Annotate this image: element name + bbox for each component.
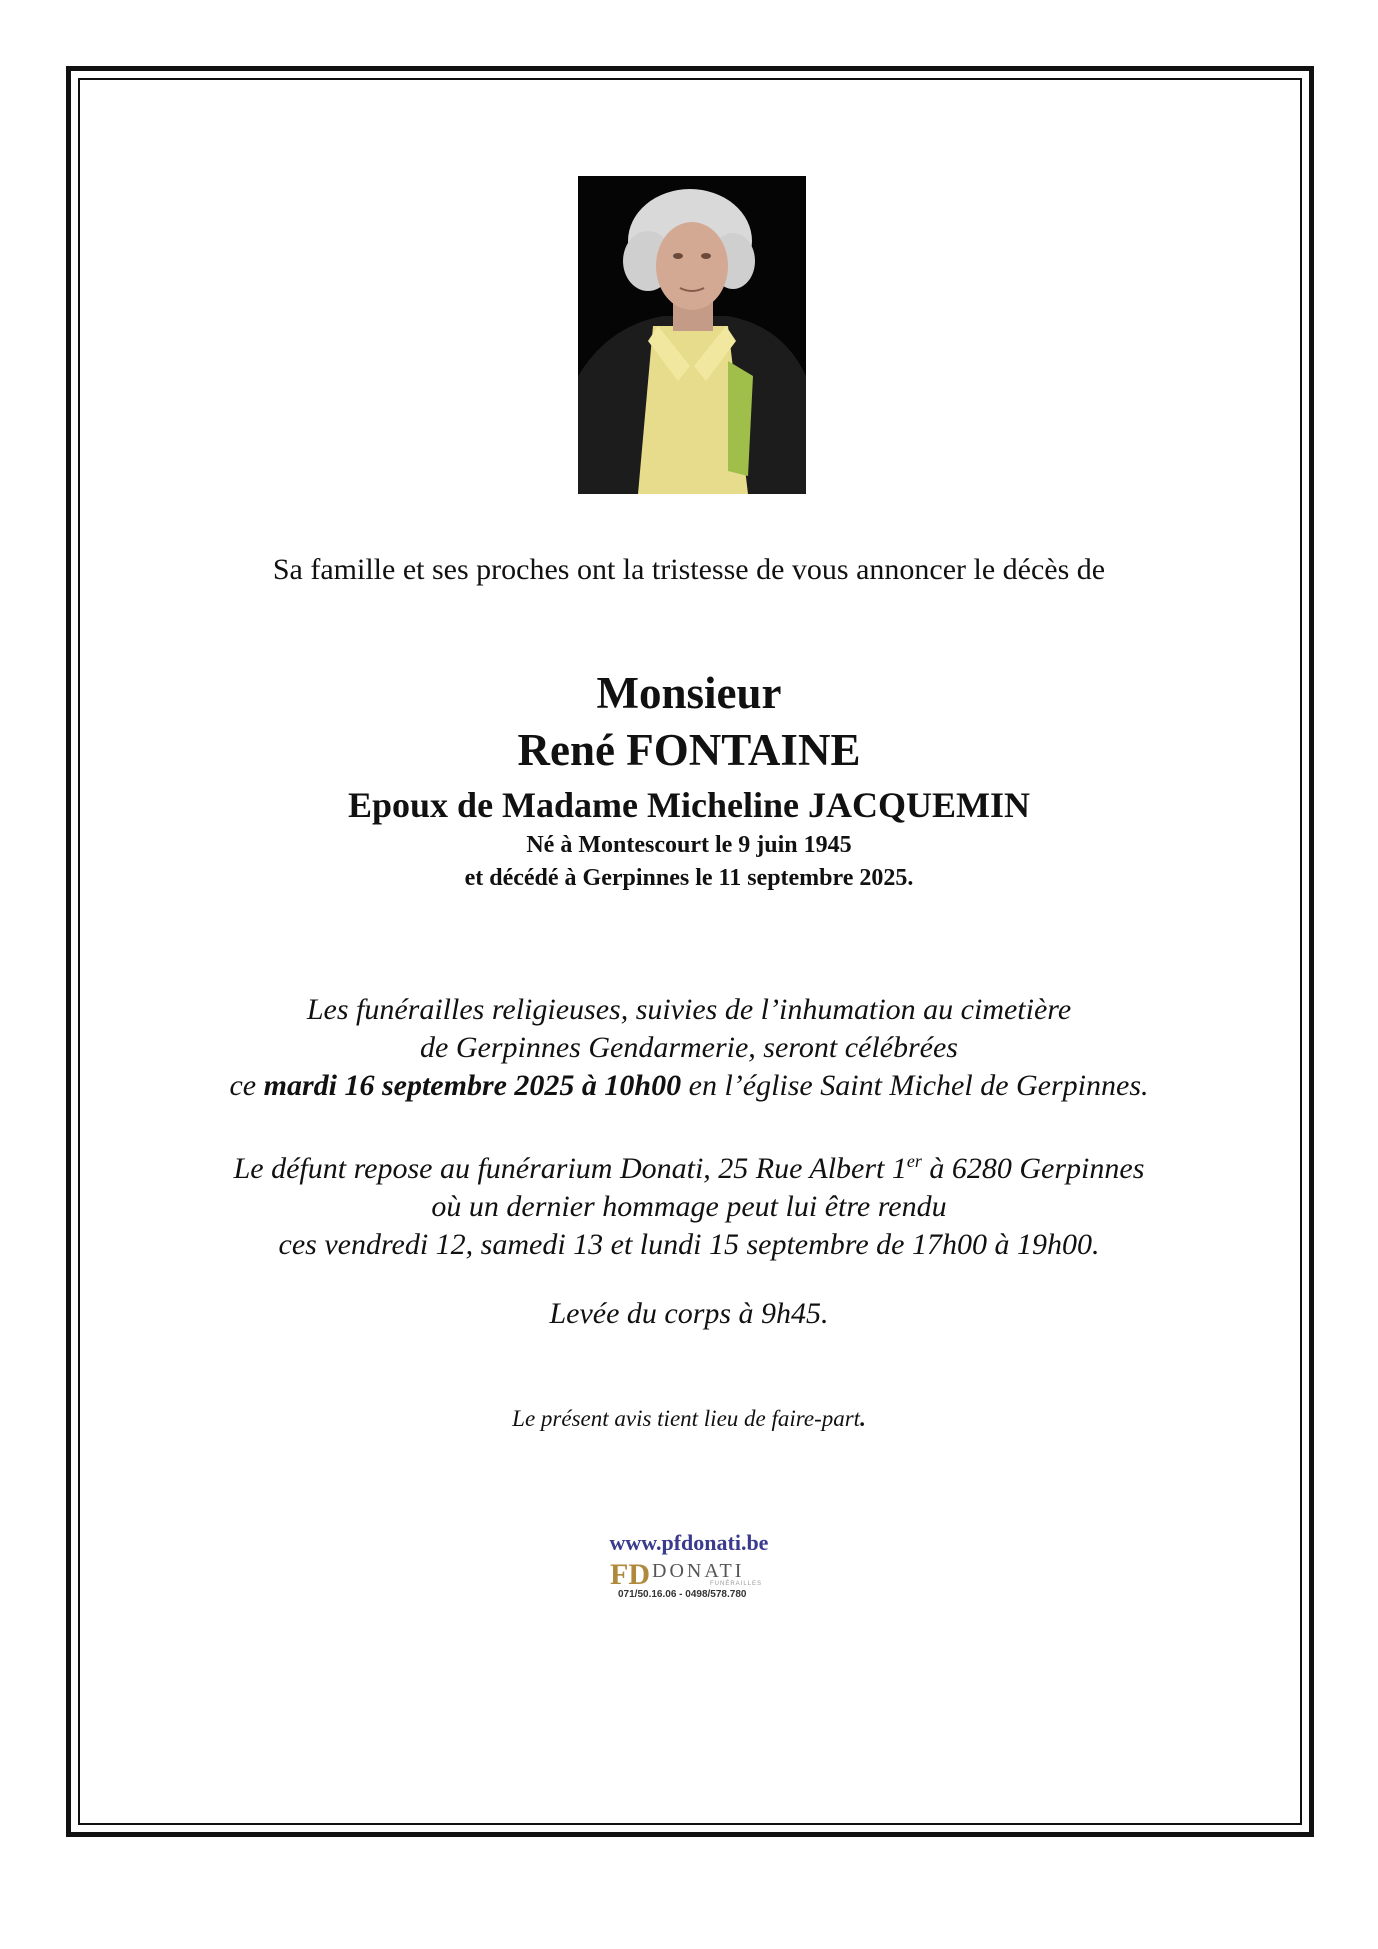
visitation-line-1 bbox=[0, 1142, 1378, 1188]
funeral-line-3-pre: ce bbox=[229, 1069, 264, 1102]
website-link[interactable]: www.pfdonati.be bbox=[609, 1530, 769, 1555]
honorific: Monsieur bbox=[596, 668, 782, 718]
visitation-line-2: où un dernier hommage peut lui être rendu bbox=[431, 1190, 947, 1223]
levee-text: Levée du corps à 9h45. bbox=[549, 1297, 829, 1330]
donati-logo bbox=[604, 1558, 784, 1604]
spouse-line: Epoux de Madame Micheline JACQUEMIN bbox=[348, 785, 1030, 825]
portrait-illustration bbox=[578, 176, 806, 494]
levee-line bbox=[0, 1295, 1378, 1333]
intro-text: Sa famille et ses proches ont la tristesse de vous annoncer le décès de bbox=[272, 553, 1106, 586]
notice-body: Le présent avis tient lieu de faire-part bbox=[512, 1406, 861, 1431]
funeral-line-3 bbox=[0, 1067, 1378, 1105]
notice-period: . bbox=[860, 1406, 866, 1431]
logo-sub: FUNÉRAILLES bbox=[710, 1581, 763, 1587]
funeral-line-3-post: en l’église Saint Michel de Gerpinnes. bbox=[681, 1069, 1149, 1102]
visitation-paragraph bbox=[0, 1142, 1378, 1264]
visitation-line-1-pre: Le défunt repose au funérarium Donati, 25 Rue Albert 1 bbox=[233, 1152, 907, 1185]
visitation-line-3: ces vendredi 12, samedi 13 et lundi 15 septembre de 17h00 à 19h00. bbox=[278, 1228, 1100, 1261]
funeral-date: mardi 16 septembre 2025 à 10h00 bbox=[263, 1069, 682, 1102]
deceased-name: René FONTAINE bbox=[517, 725, 861, 775]
visitation-line-1-sup: er bbox=[906, 1151, 922, 1171]
funeral-paragraph bbox=[0, 991, 1378, 1105]
visitation-line-1-post: à 6280 Gerpinnes bbox=[921, 1152, 1145, 1185]
birth-line: Né à Montescourt le 9 juin 1945 bbox=[526, 832, 852, 858]
logo-phones: 071/50.16.06 - 0498/578.780 bbox=[618, 1589, 747, 1600]
logo-name: DONATI bbox=[652, 1560, 745, 1582]
death-line: et décédé à Gerpinnes le 11 septembre 2025. bbox=[464, 865, 914, 891]
notice-text bbox=[0, 1406, 1378, 1432]
logo-mark: FD bbox=[610, 1558, 650, 1591]
portrait-photo bbox=[578, 176, 806, 494]
funeral-line-1: Les funérailles religieuses, suivies de l’inhumation au cimetière bbox=[306, 993, 1072, 1026]
funeral-line-2: de Gerpinnes Gendarmerie, seront célébrées bbox=[420, 1031, 958, 1064]
